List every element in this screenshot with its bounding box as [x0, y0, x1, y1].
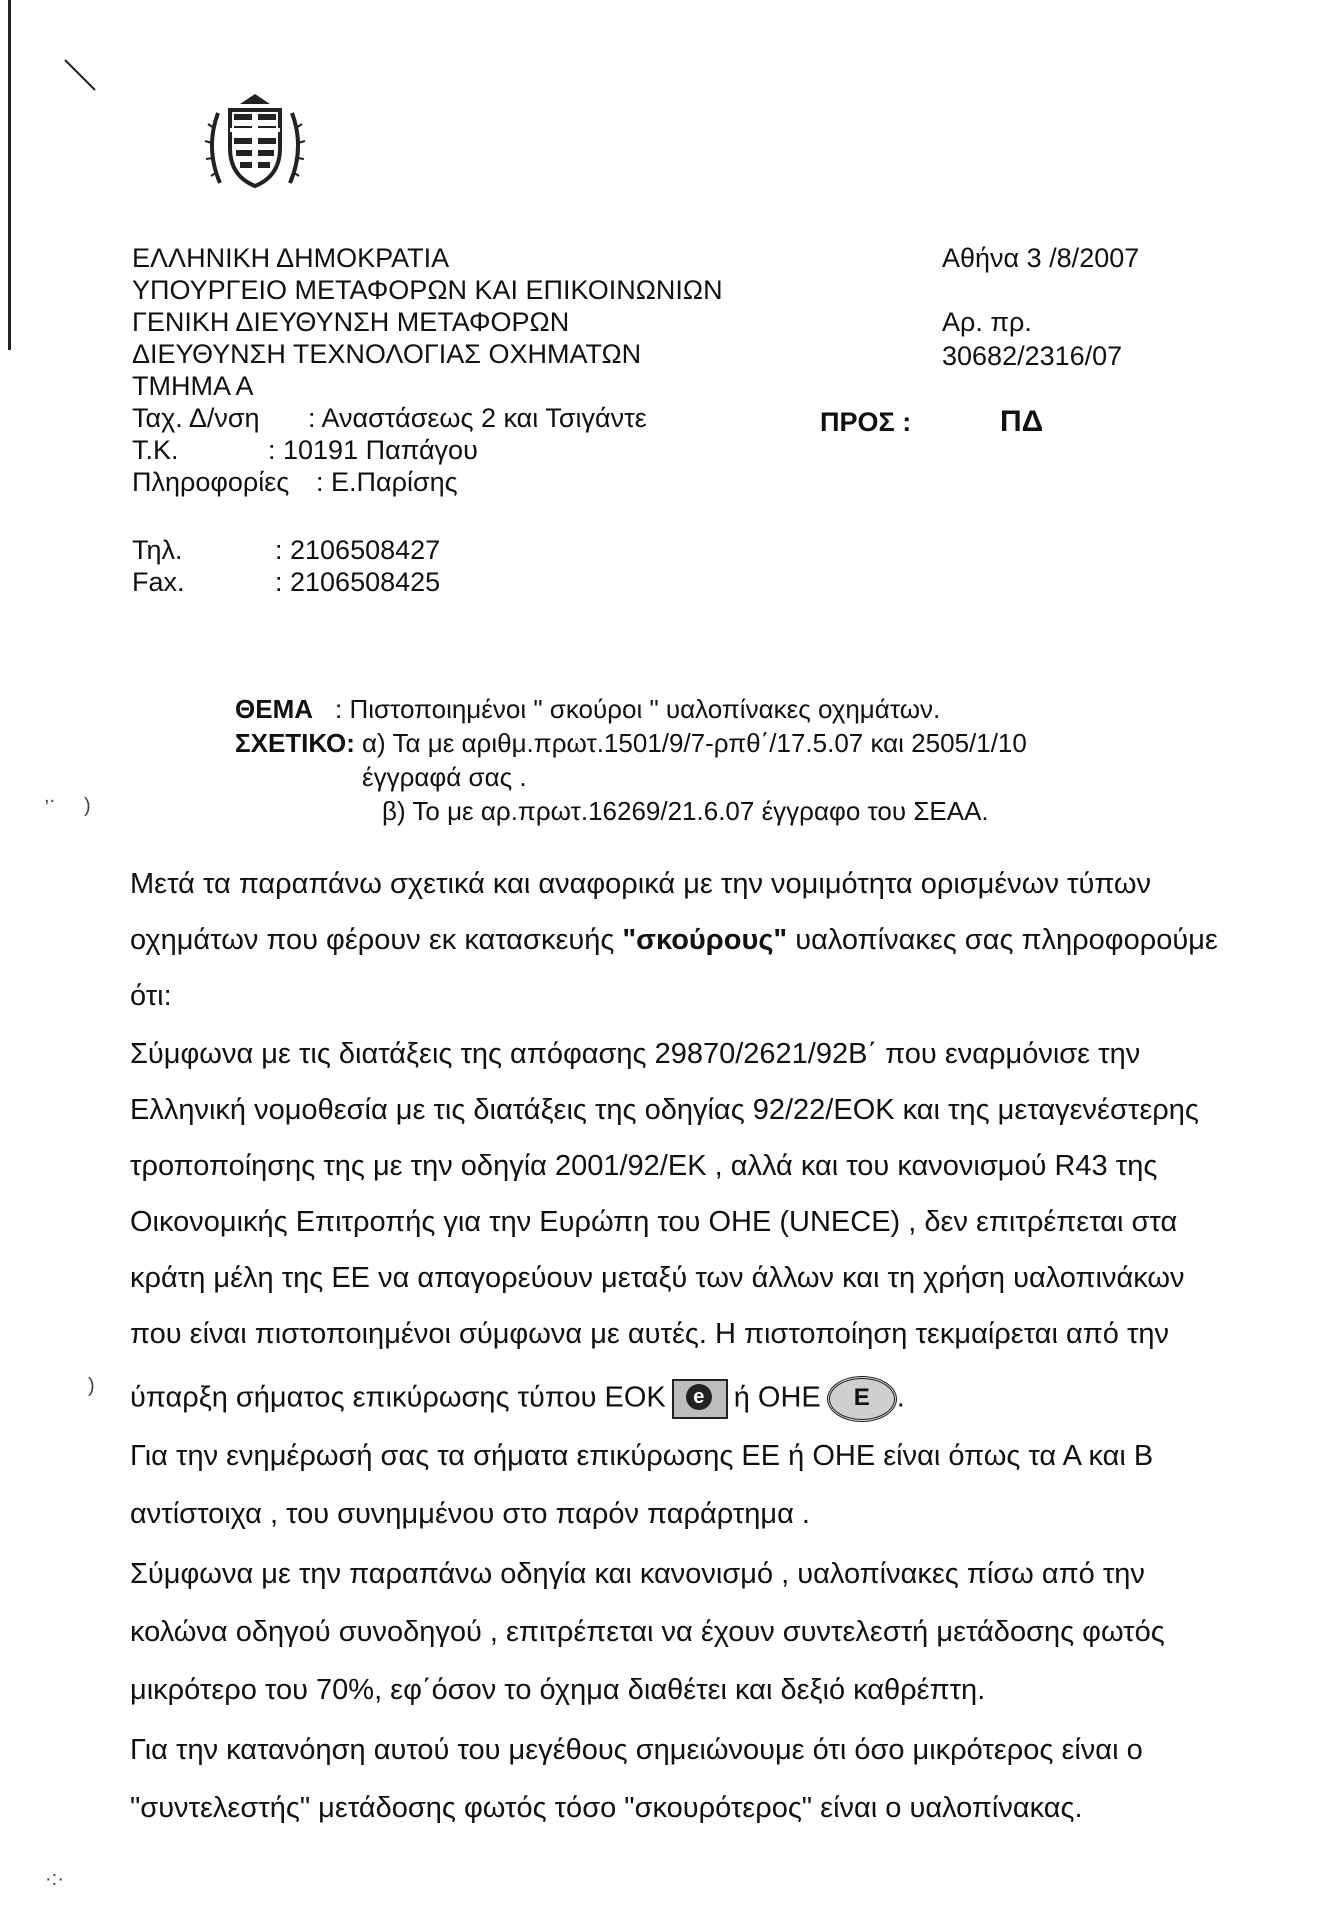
body-line-10	[130, 1376, 905, 1422]
body-line-5: Ελληνική νομοθεσία με τις διατάξεις της οδηγίας 92/22/ΕΟΚ και της μεταγενέστερης	[130, 1094, 1199, 1126]
address-value: : Αναστάσεως 2 και Τσιγάντε	[308, 403, 647, 433]
body-line-2-bold: "σκούρους"	[622, 924, 788, 956]
recipient-value: ΠΔ	[1000, 405, 1044, 438]
body-line-16: Για την κατανόηση αυτού του μεγέθους σημειώνουμε ότι όσο μικρότερος είναι ο	[130, 1734, 1143, 1766]
recipient-label: ΠΡΟΣ :	[820, 407, 912, 437]
fax-label: Fax.	[132, 567, 185, 597]
protocol-label: Αρ. πρ.	[942, 307, 1032, 337]
body-line-10-pre: ύπαρξη σήματος επικύρωσης τύπου ΕΟΚ	[130, 1381, 666, 1414]
subject-label: ΘΕΜΑ	[235, 694, 313, 724]
body-line-2-pre: οχημάτων που φέρουν εκ κατασκευής	[130, 924, 623, 956]
address-label: Ταχ. Δ/νση	[132, 403, 260, 433]
sender-line-5: ΤΜΗΜΑ Α	[132, 371, 254, 401]
body-line-8: κράτη μέλη της ΕΕ να απαγορεύουν μεταξύ των άλλων και τη χρήση υαλοπινάκων	[130, 1262, 1185, 1294]
sender-line-4: ΔΙΕΥΘΥΝΣΗ ΤΕΧΝΟΛΟΓΙΑΣ ΟΧΗΜΑΤΩΝ	[132, 339, 642, 369]
scan-stroke-mark	[60, 55, 100, 95]
body-line-17: "συντελεστής" μετάδοσης φωτός τόσο "σκουρότερος" είναι ο υαλοπίνακας.	[130, 1792, 1083, 1824]
sender-line-2: ΥΠΟΥΡΓΕΙΟ ΜΕΤΑΦΟΡΩΝ ΚΑΙ ΕΠΙΚΟΙΝΩΝΙΩΝ	[132, 275, 723, 305]
scan-artifact: ,.	[44, 785, 56, 807]
postcode-value: : 10191 Παπάγου	[268, 435, 478, 465]
related-label: ΣΧΕΤΙΚΟ:	[235, 728, 355, 758]
scan-artifact: )	[88, 1375, 95, 1397]
tel-label: Τηλ.	[132, 535, 183, 565]
body-line-7: Οικονομικής Επιτροπής για την Ευρώπη του ΟΗΕ (UNECE) , δεν επιτρέπεται στα	[130, 1206, 1178, 1238]
body-line-2	[130, 924, 1218, 957]
body-line-9: που είναι πιστοποιημένοι σύμφωνα με αυτές. Η πιστοποίηση τεκμαίρεται από την	[130, 1318, 1170, 1350]
body-line-10-post: .	[896, 1381, 905, 1414]
body-line-15: μικρότερο του 70%, εφ΄όσον το όχημα διαθέτει και δεξιό καθρέπτη.	[130, 1674, 986, 1706]
scan-artifact: ·:·	[45, 1868, 64, 1890]
protocol-number: 30682/2316/07	[942, 341, 1123, 371]
body-line-6: τροποποίησης της με την οδηγία 2001/92/ΕΚ , αλλά και του κανονισμού R43 της	[130, 1150, 1158, 1182]
body-line-2-post: υαλοπίνακες σας πληροφορούμε	[787, 924, 1218, 956]
scan-artifact: )	[84, 795, 91, 817]
info-label: Πληροφορίες	[132, 467, 290, 497]
body-line-4: Σύμφωνα με τις διατάξεις της απόφασης 29870/2621/92Β΄ που εναρμόνισε την	[130, 1038, 1141, 1070]
document-date: Αθήνα 3 /8/2007	[942, 243, 1140, 273]
related-a-cont: έγγραφά σας .	[362, 762, 527, 792]
body-line-12: αντίστοιχα , του συνημμένου στο παρόν παράρτημα .	[130, 1498, 810, 1530]
body-line-3: ότι:	[130, 980, 172, 1012]
unece-approval-mark-icon: E	[827, 1376, 897, 1422]
sender-line-1: ΕΛΛΗΝΙΚΗ ΔΗΜΟΚΡΑΤΙΑ	[132, 243, 450, 273]
eec-approval-mark-icon	[672, 1379, 728, 1419]
eec-mark-letter: e	[686, 1384, 712, 1410]
body-line-14: κολώνα οδηγού συνοδηγού , επιτρέπεται να έχουν συντελεστή μετάδοσης φωτός	[130, 1616, 1165, 1648]
scan-edge-line	[8, 0, 11, 350]
postcode-label: Τ.Κ.	[132, 435, 179, 465]
info-value: : Ε.Παρίσης	[316, 467, 458, 497]
body-line-1: Μετά τα παραπάνω σχετικά και αναφορικά με την νομιμότητα ορισμένων τύπων	[130, 868, 1152, 900]
sender-line-3: ΓΕΝΙΚΗ ΔΙΕΥΘΥΝΣΗ ΜΕΤΑΦΟΡΩΝ	[132, 307, 570, 337]
subject-text: : Πιστοποιημένοι " σκούροι " υαλοπίνακες οχημάτων.	[335, 694, 941, 724]
coat-of-arms-icon	[200, 88, 310, 198]
fax-value: : 2106508425	[275, 567, 441, 597]
body-line-10-mid: ή ΟΗΕ	[733, 1381, 821, 1414]
related-a: α) Τα με αριθμ.πρωτ.1501/9/7-ρπθ΄/17.5.07 και 2505/1/10	[362, 728, 1027, 758]
body-line-13: Σύμφωνα με την παραπάνω οδηγία και κανονισμό , υαλοπίνακες πίσω από την	[130, 1558, 1145, 1590]
tel-value: : 2106508427	[275, 535, 441, 565]
body-line-11: Για την ενημέρωσή σας τα σήματα επικύρωσης ΕΕ ή ΟΗΕ είναι όπως τα Α και Β	[130, 1440, 1154, 1472]
related-b: β) Το με αρ.πρωτ.16269/21.6.07 έγγραφο του ΣΕΑΑ.	[382, 796, 989, 826]
